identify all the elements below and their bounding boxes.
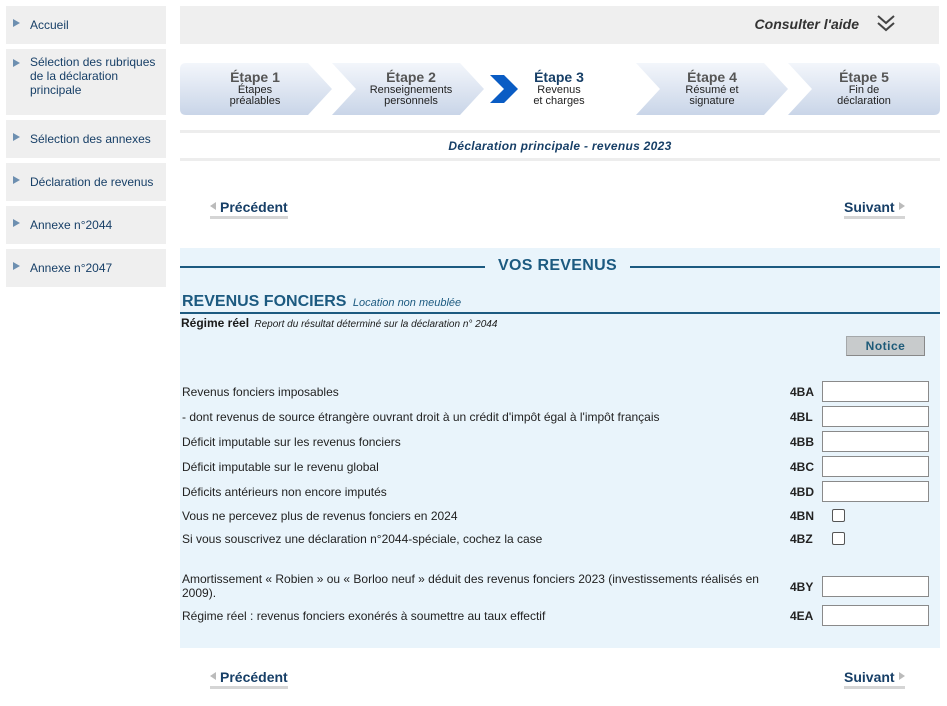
triangle-right-icon	[13, 219, 20, 227]
steps-progress	[180, 63, 940, 115]
form-row-4by	[182, 572, 932, 600]
field-code: 4BA	[790, 385, 815, 399]
step-subtitle: Étapes	[237, 84, 273, 96]
arrow-right-icon	[899, 672, 905, 680]
divider	[630, 266, 940, 268]
subsection-title: REVENUS FONCIERS	[182, 293, 347, 310]
form-row-4bz	[182, 528, 932, 550]
step-subtitle: et charges	[533, 95, 585, 107]
form-row-4ba	[182, 381, 932, 403]
sidebar-item-annexe-2047[interactable]	[6, 249, 166, 287]
field-4ba-input[interactable]	[822, 381, 929, 402]
regime-note: Report du résultat déterminé sur la déclaration n° 2044	[254, 319, 498, 330]
sidebar	[6, 6, 166, 292]
previous-button-top[interactable]	[210, 199, 288, 219]
form-row-4bb	[182, 431, 932, 453]
triangle-right-icon	[13, 19, 20, 27]
divider	[180, 266, 485, 268]
divider	[180, 312, 940, 314]
field-label: Déficit imputable sur le revenu global	[182, 460, 379, 474]
regime-line	[181, 316, 497, 330]
step-subtitle: Résumé et	[685, 84, 739, 96]
field-code: 4BY	[790, 580, 814, 594]
field-code: 4BN	[790, 509, 815, 523]
field-4bn-checkbox[interactable]	[832, 509, 845, 522]
field-code: 4BZ	[790, 532, 813, 546]
next-label: Suivant	[844, 199, 895, 215]
step-title: Étape 5	[839, 69, 889, 85]
next-label: Suivant	[844, 669, 895, 685]
arrow-left-icon	[210, 202, 216, 210]
divider	[180, 130, 940, 133]
form-row-4bl	[182, 406, 932, 428]
step-subtitle: Fin de	[848, 84, 880, 96]
step-subtitle: signature	[689, 95, 735, 107]
step-subtitle: déclaration	[837, 95, 891, 107]
field-4bz-checkbox[interactable]	[832, 532, 845, 545]
sidebar-item-label: Sélection des rubriques de la déclaration principale	[30, 55, 156, 97]
arrow-left-icon	[210, 672, 216, 680]
step-subtitle: Revenus	[537, 84, 581, 96]
next-button-bottom[interactable]	[844, 669, 905, 689]
step-2	[332, 63, 484, 115]
field-4bl-input[interactable]	[822, 406, 929, 427]
section-header	[180, 257, 940, 277]
sidebar-item-selection-rubriques[interactable]	[6, 49, 166, 115]
field-4bd-input[interactable]	[822, 481, 929, 502]
section-title: VOS REVENUS	[498, 257, 617, 274]
field-4bb-input[interactable]	[822, 431, 929, 452]
field-code: 4BD	[790, 485, 815, 499]
field-code: 4BL	[790, 410, 813, 424]
step-title: Étape 1	[230, 69, 280, 85]
regime-label: Régime réel	[181, 316, 250, 330]
form-row-4bd	[182, 481, 932, 503]
sidebar-item-label: Annexe n°2047	[30, 261, 113, 275]
field-label: Déficits antérieurs non encore imputés	[182, 485, 387, 499]
step-title: Étape 2	[386, 69, 436, 85]
field-4by-input[interactable]	[822, 576, 929, 597]
sidebar-item-label: Sélection des annexes	[30, 132, 151, 146]
step-5	[788, 63, 940, 115]
sidebar-item-label: Annexe n°2044	[30, 218, 113, 232]
subsection-subtitle: Location non meublée	[352, 297, 462, 309]
triangle-right-icon	[13, 176, 20, 184]
sidebar-item-annexe-2044[interactable]	[6, 206, 166, 244]
field-label: - dont revenus de source étrangère ouvrant droit à un crédit d'impôt égal à l'impôt français	[182, 410, 660, 424]
form-panel	[180, 248, 940, 648]
field-label: Régime réel : revenus fonciers exonérés à soumettre au taux effectif	[182, 609, 546, 623]
field-4ea-input[interactable]	[822, 605, 929, 626]
field-label: Vous ne percevez plus de revenus fonciers en 2024	[182, 509, 458, 523]
sidebar-item-label: Déclaration de revenus	[30, 175, 154, 189]
notice-button[interactable]: Notice	[846, 336, 925, 356]
field-label: Amortissement « Robien » ou « Borloo neuf » déduit des revenus fonciers 2023 (investissements réalisés en 2009).	[182, 572, 759, 600]
help-bar	[180, 6, 939, 44]
field-code: 4EA	[790, 609, 814, 623]
step-subtitle: personnels	[384, 95, 438, 107]
sidebar-item-label: Accueil	[30, 18, 69, 32]
step-subtitle: Renseignements	[369, 84, 453, 96]
sidebar-item-selection-annexes[interactable]	[6, 120, 166, 158]
previous-label: Précédent	[220, 199, 288, 215]
field-4bc-input[interactable]	[822, 456, 929, 477]
form-row-4ea	[182, 605, 932, 627]
previous-button-bottom[interactable]	[210, 669, 288, 689]
sidebar-item-declaration-revenus[interactable]	[6, 163, 166, 201]
triangle-right-icon	[13, 133, 20, 141]
step-title: Étape 3	[534, 69, 584, 85]
step-4	[636, 63, 788, 115]
double-chevron-down-icon[interactable]	[875, 13, 897, 35]
field-code: 4BB	[790, 435, 815, 449]
field-label: Déficit imputable sur les revenus fonciers	[182, 435, 401, 449]
step-subtitle: préalables	[229, 95, 281, 107]
next-button-top[interactable]	[844, 199, 905, 219]
triangle-right-icon	[13, 59, 20, 67]
page-title: Déclaration principale - revenus 2023	[448, 139, 672, 153]
sidebar-item-accueil[interactable]	[6, 6, 166, 44]
step-1	[180, 63, 332, 115]
arrow-right-icon	[899, 202, 905, 210]
form-row-4bc	[182, 456, 932, 478]
field-code: 4BC	[790, 460, 815, 474]
field-label: Si vous souscrivez une déclaration n°2044-spéciale, cochez la case	[182, 532, 543, 546]
form-row-4bn	[182, 505, 932, 527]
field-label: Revenus fonciers imposables	[182, 385, 339, 399]
previous-label: Précédent	[220, 669, 288, 685]
triangle-right-icon	[13, 262, 20, 270]
step-3	[484, 63, 636, 115]
divider	[180, 158, 940, 161]
help-link[interactable]: Consulter l'aide	[754, 16, 859, 32]
step-title: Étape 4	[687, 69, 737, 85]
subsection-header	[182, 293, 461, 311]
